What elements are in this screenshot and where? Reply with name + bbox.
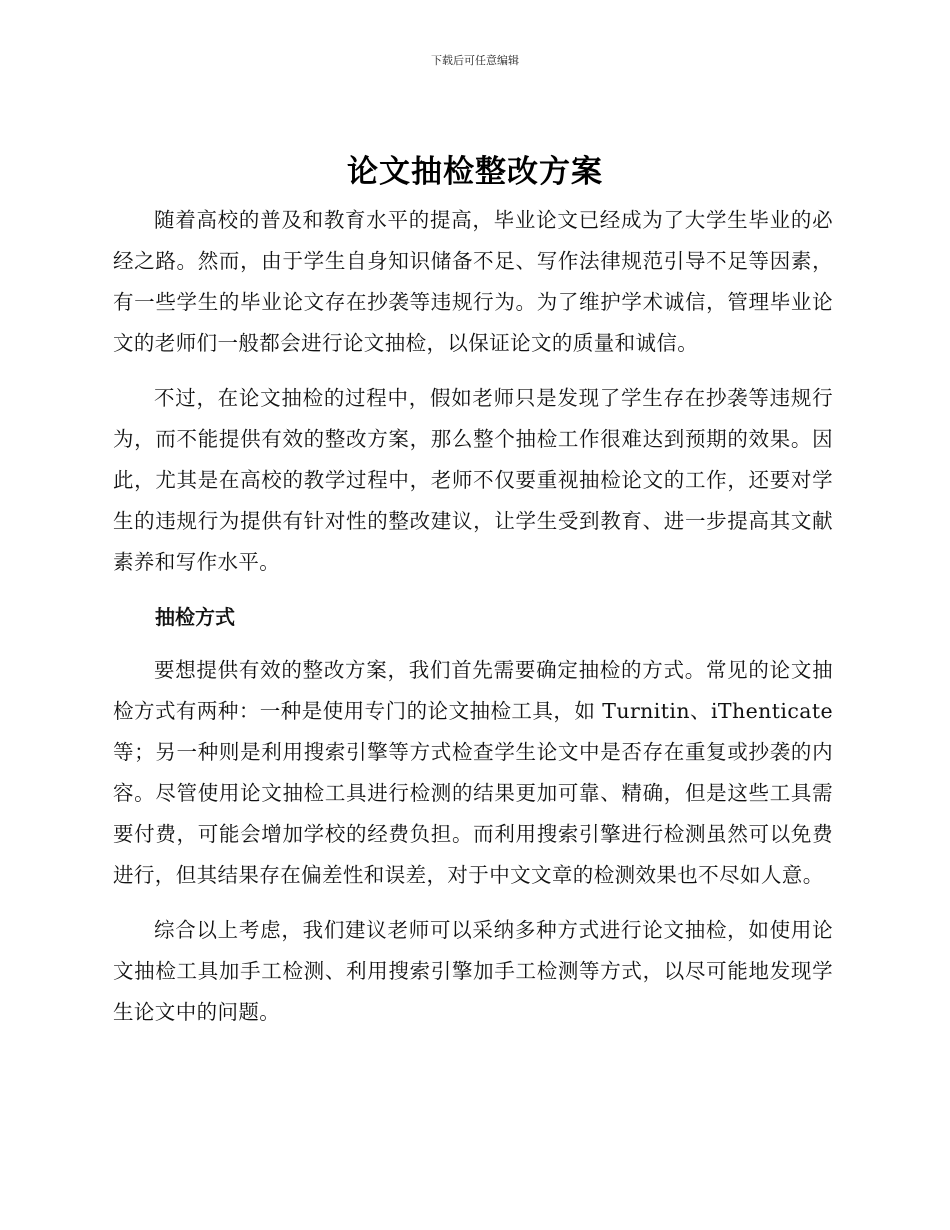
paragraph-intro-1: 随着高校的普及和教育水平的提高，毕业论文已经成为了大学生毕业的必经之路。然而，由于学生自身知识储备不足、写作法律规范引导不足等因素，有一些学生的毕业论文存在抄袭等违规行为。为了维护学术诚信，管理毕业论文的老师们一般都会进行论文抽检，以保证论文的质量和诚信。: [113, 208, 833, 355]
paragraph-section-1: 要想提供有效的整改方案，我们首先需要确定抽检的方式。常见的论文抽检方式有两种：一种是使用专门的论文抽检工具，如 Turnitin、iThenticate 等；另一种则是利用搜索引擎等方式检查学生论文中是否存在重复或抄袭的内容。尽管使用论文抽检工具进行检测的结果更加可靠、精确，但是这些工具需要付费，可能会增加学校的经费负担。而利用搜索引擎进行检测虽然可以免费进行，但其结果存在偏差性和误差，对于中文文章的检测效果也不尽如人意。: [113, 658, 833, 887]
paragraph-section-2: 综合以上考虑，我们建议老师可以采纳多种方式进行论文抽检，如使用论文抽检工具加手工检测、利用搜索引擎加手工检测等方式，以尽可能地发现学生论文中的问题。: [113, 918, 833, 1024]
document-title: 论文抽检整改方案: [347, 154, 603, 190]
header-note: 下载后可任意编辑: [431, 54, 519, 67]
section-heading: 抽检方式: [155, 605, 235, 629]
paragraph-intro-2: 不过，在论文抽检的过程中，假如老师只是发现了学生存在抄袭等违规行为，而不能提供有效的整改方案，那么整个抽检工作很难达到预期的效果。因此，尤其是在高校的教学过程中，老师不仅要重视抽检论文的工作，还要对学生的违规行为提供有针对性的整改建议，让学生受到教育、进一步提高其文献素养和写作水平。: [113, 386, 833, 574]
document-body: [113, 200, 833, 1047]
